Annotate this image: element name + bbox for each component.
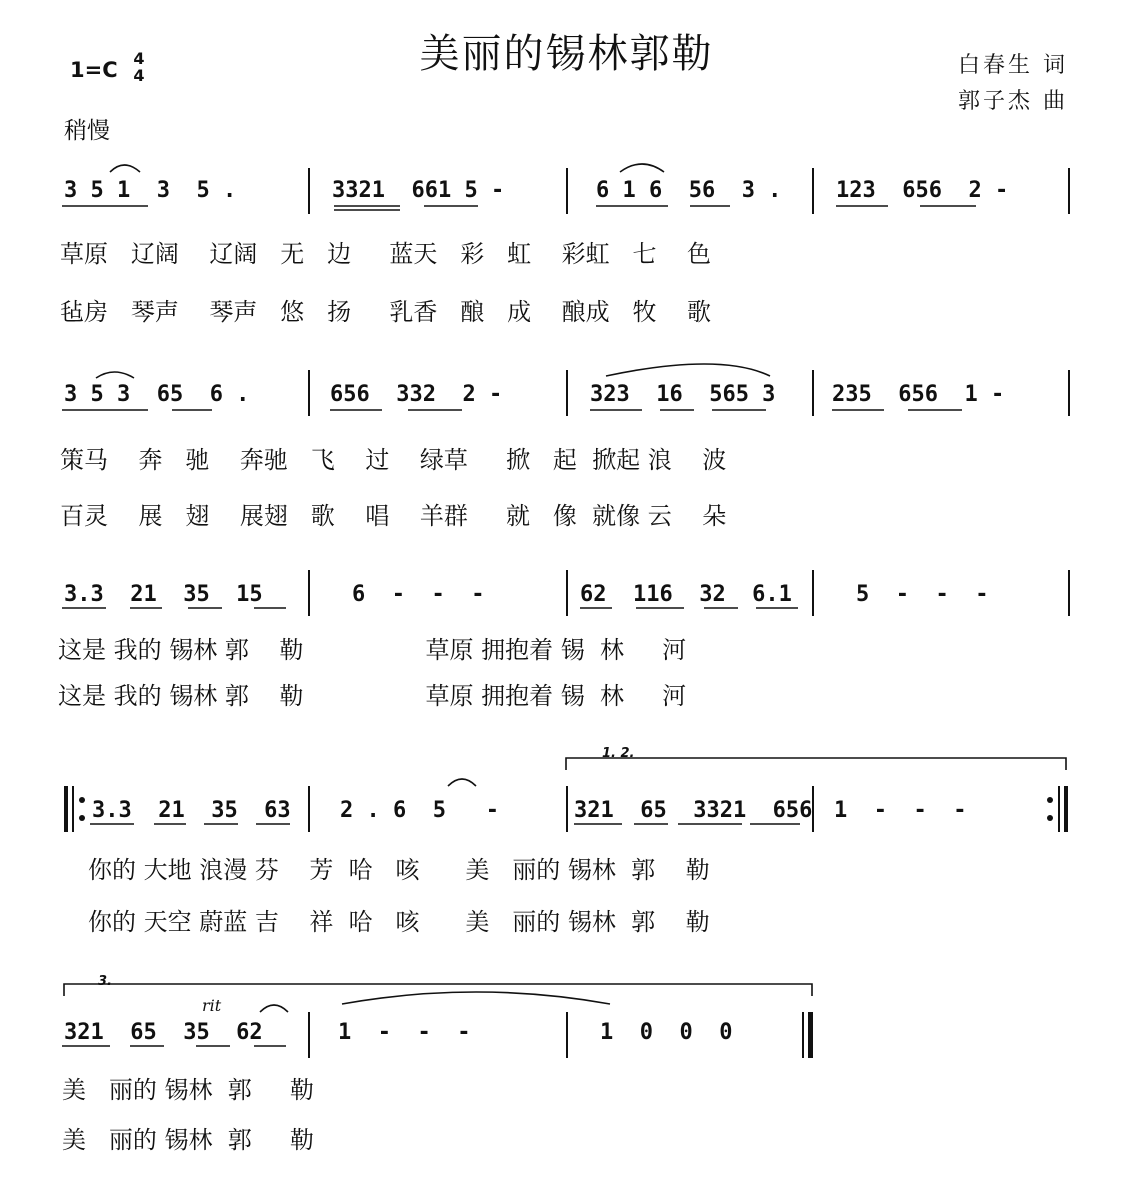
volta-brackets [64,758,1066,996]
measure-notes: 1 - - - [834,798,967,823]
fermata [260,1005,288,1012]
slurs [96,164,770,1004]
repeat-dot [1047,815,1053,821]
beam-underlines [62,206,976,1046]
repeat-dot [79,815,85,821]
measure-notes: 1 0 0 0 [600,1020,733,1045]
measure-notes: 321 65 35 62 [64,1020,263,1045]
lyrics-verse-2: 百灵 展 翅 展翅 歌 唱 羊群 就 像 就像 云 朵 [60,502,727,530]
slur [606,364,770,376]
lyrics-verse-1: 这是 我的 锡林 郭 勒 草原 拥抱着 锡 林 河 [58,636,687,664]
lyrics-verse-1: 你的 大地 浪漫 芬 芳 哈 咳 美 丽的 锡林 郭 勒 [88,856,710,884]
slur [342,992,610,1004]
repeat-dots [79,797,1053,821]
lyrics-verse-1: 美 丽的 锡林 郭 勒 [62,1076,314,1104]
measure-notes: 6 1 6 56 3 . [596,178,782,203]
measure-notes: 3.3 21 35 15 [64,582,263,607]
measure-notes: 3 5 1 3 5 . [64,178,237,203]
measure-notes: 3.3 21 35 63 [92,798,291,823]
song-title: 美丽的锡林郭勒 [419,31,714,77]
tempo-marking: 稍慢 [64,118,110,144]
lyrics-verse-1: 草原 辽阔 辽阔 无 边 蓝天 彩 虹 彩虹 七 色 [60,240,712,268]
time-signature-top: 4 [133,49,145,68]
measure-notes: 323 16 565 3 [590,382,776,407]
lyricist-credit: 白春生 词 [958,53,1068,78]
measure-notes: 321 65 3321 656 [574,798,813,823]
volta-label: 1. 2. [602,746,635,761]
volta-bracket [566,758,1066,770]
measure-notes: 235 656 1 - [832,382,1005,407]
measure-notes: 2 . 6 5 - [340,798,499,823]
lyrics-verse-1: 策马 奔 驰 奔驰 飞 过 绿草 掀 起 掀起 浪 波 [60,446,727,474]
measure-notes: 656 332 2 - [330,382,503,407]
measure-notes: 3321 661 5 - [332,178,505,203]
measure-notes: 62 116 32 6.1 [580,582,792,607]
repeat-dot [1047,797,1053,803]
fermata [448,779,476,786]
lyrics-verse-2: 这是 我的 锡林 郭 勒 草原 拥抱着 锡 林 河 [58,682,687,710]
lyrics-verse-2: 美 丽的 锡林 郭 勒 [62,1126,314,1154]
measure-notes: 123 656 2 - [836,178,1009,203]
measure-notes: 6 - - - [352,582,485,607]
volta-label: 3. [98,974,112,989]
lyrics-verse-2: 毡房 琴声 琴声 悠 扬 乳香 酿 成 酿成 牧 歌 [60,298,712,326]
slur [96,372,134,378]
fermatas [260,779,476,1012]
repeat-dot [79,797,85,803]
lyrics-verse-2: 你的 天空 蔚蓝 吉 祥 哈 咳 美 丽的 锡林 郭 勒 [88,908,710,936]
volta-bracket [64,984,812,996]
time-signature-bottom: 4 [133,66,145,85]
measure-notes: 5 - - - [856,582,989,607]
composer-credit: 郭子杰 曲 [958,89,1068,114]
key-signature: 1=C [70,58,118,82]
slur [110,165,140,172]
measure-notes: 3 5 3 65 6 . [64,382,250,407]
ritardando-marking: rit [202,996,222,1015]
measure-notes: 1 - - - [338,1020,471,1045]
slur [620,164,664,172]
